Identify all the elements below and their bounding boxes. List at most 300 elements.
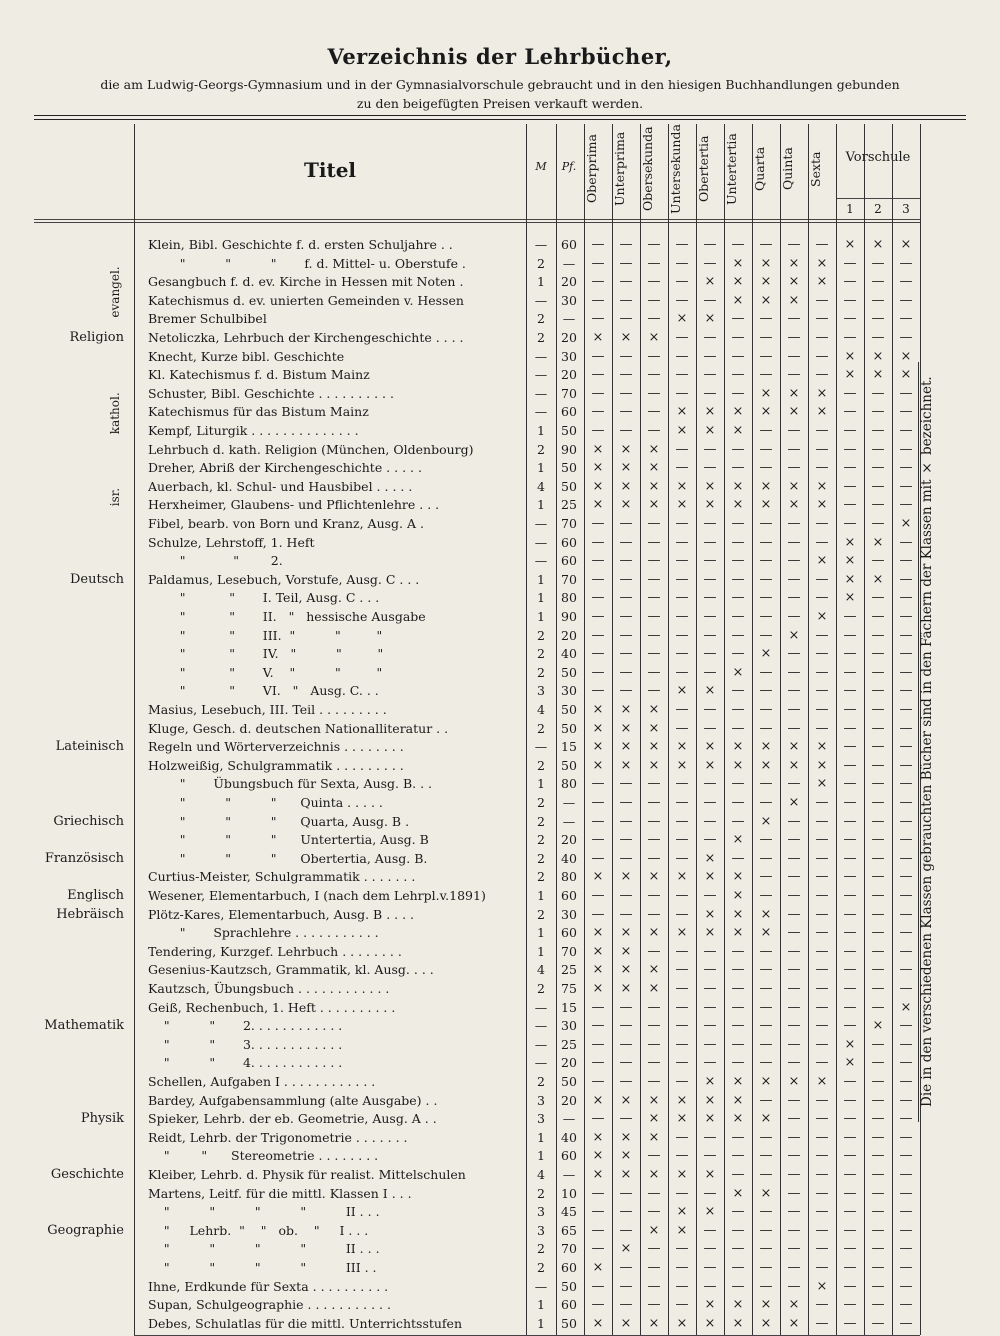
class-unused-dash: — (731, 720, 745, 736)
class-unused-dash: — (899, 702, 913, 717)
class-unused-dash: — (787, 1167, 801, 1182)
book-title: Paldamus, Lesebuch, Vorstufe, Ausg. C . . . (148, 571, 420, 587)
class-unused-dash: — (787, 1055, 801, 1071)
class-unused-dash: — (703, 255, 717, 271)
class-unused-dash: — (899, 757, 913, 773)
class-unused-dash: — (759, 460, 773, 476)
class-unused-dash: — (899, 683, 913, 699)
class-unused-dash: — (619, 1222, 633, 1238)
class-unused-dash: — (619, 404, 633, 420)
class-used-mark: × (816, 609, 828, 624)
class-unused-dash: — (899, 1185, 913, 1201)
class-used-mark: × (788, 1074, 800, 1089)
class-unused-dash: — (843, 962, 857, 978)
price-pfennig: 25 (561, 497, 577, 513)
class-unused-dash: — (619, 683, 633, 699)
class-unused-dash: — (787, 423, 801, 438)
class-unused-dash: — (619, 1036, 633, 1052)
class-unused-dash: — (787, 683, 801, 699)
table-row (0, 534, 1000, 552)
class-unused-dash: — (815, 869, 829, 885)
class-unused-dash: — (843, 720, 857, 736)
class-unused-dash: — (815, 683, 829, 699)
class-unused-dash: — (899, 1241, 913, 1257)
class-unused-dash: — (815, 962, 829, 978)
class-unused-dash: — (871, 627, 885, 643)
table-row (0, 273, 1000, 291)
table-row (0, 1315, 1000, 1333)
class-unused-dash: — (843, 943, 857, 959)
class-unused-dash: — (843, 1315, 857, 1331)
class-used-mark: × (648, 1315, 660, 1331)
class-unused-dash: — (843, 1167, 857, 1182)
class-unused-dash: — (591, 627, 605, 643)
book-title: Bardey, Aufgabensammlung (alte Ausgabe) . . (148, 1092, 438, 1108)
class-unused-dash: — (871, 683, 885, 699)
class-unused-dash: — (899, 497, 913, 513)
class-unused-dash: — (787, 702, 801, 717)
class-unused-dash: — (619, 516, 633, 531)
subtitle-line-1: die am Ludwig-Georgs-Gymnasium und in der Gymnasialvorschule gebraucht und in den hiesigen Buchhandlungen gebunden (100, 77, 900, 92)
price-mark: 2 (537, 832, 545, 848)
class-used-mark: × (620, 478, 632, 494)
class-unused-dash: — (731, 1036, 745, 1052)
price-mark: 2 (537, 1074, 545, 1089)
class-unused-dash: — (759, 1148, 773, 1164)
class-unused-dash: — (591, 1222, 605, 1238)
class-unused-dash: — (871, 1185, 885, 1201)
price-pfennig: 40 (561, 850, 577, 866)
class-unused-dash: — (871, 776, 885, 792)
class-unused-dash: — (731, 516, 745, 531)
price-mark: 1 (537, 1297, 545, 1313)
class-used-mark: × (592, 1148, 604, 1164)
class-unused-dash: — (871, 516, 885, 531)
class-unused-dash: — (759, 311, 773, 327)
class-used-mark: × (760, 1074, 772, 1089)
class-unused-dash: — (787, 906, 801, 922)
class-unused-dash: — (899, 664, 913, 680)
class-used-mark: × (592, 702, 604, 717)
price-pfennig: 60 (561, 534, 577, 550)
class-unused-dash: — (899, 441, 913, 457)
class-unused-dash: — (619, 571, 633, 587)
class-unused-dash: — (647, 627, 661, 643)
class-unused-dash: — (731, 571, 745, 587)
class-unused-dash: — (759, 609, 773, 624)
class-unused-dash: — (759, 776, 773, 792)
class-unused-dash: — (843, 739, 857, 755)
table-row (0, 1259, 1000, 1277)
class-unused-dash: — (759, 571, 773, 587)
table-row (0, 403, 1000, 421)
class-unused-dash: — (759, 590, 773, 606)
class-unused-dash: — (899, 1222, 913, 1238)
book-title: Kempf, Liturgik . . . . . . . . . . . . . . (148, 423, 359, 438)
class-unused-dash: — (815, 1055, 829, 1071)
class-used-mark: × (648, 497, 660, 513)
table-row (0, 924, 1000, 942)
class-unused-dash: — (703, 590, 717, 606)
class-unused-dash: — (871, 460, 885, 476)
class-used-mark: × (648, 981, 660, 996)
class-unused-dash: — (647, 348, 661, 364)
class-used-mark: × (648, 1167, 660, 1182)
class-unused-dash: — (675, 981, 689, 996)
book-title: Schulze, Lehrstoff, 1. Heft (148, 534, 315, 550)
price-mark: — (534, 739, 548, 755)
book-title: " " " Untertertia, Ausg. B (148, 832, 429, 848)
class-unused-dash: — (591, 795, 605, 810)
class-unused-dash: — (843, 832, 857, 848)
class-unused-dash: — (647, 795, 661, 810)
price-pfennig: 15 (561, 739, 577, 755)
class-unused-dash: — (731, 943, 745, 959)
class-used-mark: × (732, 925, 744, 941)
class-unused-dash: — (759, 1055, 773, 1071)
class-used-mark: × (704, 739, 716, 755)
table-row (0, 1185, 1000, 1203)
price-mark: — (534, 237, 548, 252)
class-unused-dash: — (787, 962, 801, 978)
class-unused-dash: — (647, 1036, 661, 1052)
class-unused-dash: — (843, 1260, 857, 1275)
price-mark: — (534, 404, 548, 420)
class-used-mark: × (620, 1092, 632, 1108)
class-unused-dash: — (787, 720, 801, 736)
book-title: " " II. " hessische Ausgabe (148, 609, 426, 624)
class-unused-dash: — (647, 237, 661, 252)
class-used-mark: × (704, 1074, 716, 1089)
class-unused-dash: — (731, 1055, 745, 1071)
class-used-mark: × (676, 1111, 688, 1127)
class-unused-dash: — (843, 423, 857, 438)
class-unused-dash: — (619, 832, 633, 848)
class-used-mark: × (620, 460, 632, 476)
class-unused-dash: — (647, 1278, 661, 1294)
class-unused-dash: — (675, 795, 689, 810)
class-header-oberprima: Oberprima (584, 134, 599, 204)
class-unused-dash: — (899, 869, 913, 885)
class-unused-dash: — (899, 255, 913, 271)
price-pfennig: 50 (561, 423, 577, 438)
class-unused-dash: — (675, 1185, 689, 1201)
price-pfennig: 50 (561, 460, 577, 476)
class-unused-dash: — (759, 423, 773, 438)
price-pfennig: 50 (561, 1074, 577, 1089)
class-unused-dash: — (871, 1092, 885, 1108)
table-row (0, 1073, 1000, 1091)
book-title: " " I. Teil, Ausg. C . . . (148, 590, 380, 606)
class-used-mark: × (704, 1315, 716, 1331)
class-unused-dash: — (787, 850, 801, 866)
class-used-mark: × (620, 497, 632, 513)
class-unused-dash: — (787, 1204, 801, 1220)
class-used-mark: × (704, 757, 716, 773)
class-unused-dash: — (843, 1204, 857, 1220)
class-unused-dash: — (871, 906, 885, 922)
class-unused-dash: — (871, 999, 885, 1015)
class-unused-dash: — (843, 813, 857, 829)
class-unused-dash: — (843, 1074, 857, 1089)
class-unused-dash: — (647, 1148, 661, 1164)
class-unused-dash: — (899, 1036, 913, 1052)
class-unused-dash: — (675, 832, 689, 848)
class-used-mark: × (760, 1111, 772, 1127)
class-unused-dash: — (591, 1036, 605, 1052)
class-unused-dash: — (731, 627, 745, 643)
class-used-mark: × (592, 1092, 604, 1108)
class-unused-dash: — (731, 1222, 745, 1238)
class-unused-dash: — (619, 1074, 633, 1089)
price-pfennig: 20 (561, 1092, 577, 1108)
class-unused-dash: — (675, 1018, 689, 1034)
class-unused-dash: — (591, 292, 605, 308)
class-unused-dash: — (703, 534, 717, 550)
class-unused-dash: — (787, 1111, 801, 1127)
price-pfennig: 90 (561, 441, 577, 457)
class-unused-dash: — (815, 1260, 829, 1275)
class-unused-dash: — (731, 1148, 745, 1164)
price-pfennig: 60 (561, 1260, 577, 1275)
price-mark: — (534, 1036, 548, 1052)
class-unused-dash: — (871, 1074, 885, 1089)
class-unused-dash: — (843, 683, 857, 699)
class-unused-dash: — (703, 571, 717, 587)
class-used-mark: × (760, 757, 772, 773)
class-used-mark: × (760, 478, 772, 494)
class-used-mark: × (788, 757, 800, 773)
class-unused-dash: — (619, 1297, 633, 1313)
class-unused-dash: — (591, 348, 605, 364)
class-unused-dash: — (759, 1222, 773, 1238)
class-used-mark: × (788, 385, 800, 401)
class-unused-dash: — (871, 1260, 885, 1275)
price-pfennig: 45 (561, 1204, 577, 1220)
class-unused-dash: — (591, 404, 605, 420)
class-used-mark: × (844, 348, 856, 364)
class-unused-dash: — (871, 850, 885, 866)
table-row (0, 255, 1000, 273)
book-title: Masius, Lesebuch, III. Teil . . . . . . . . . (148, 702, 387, 717)
class-unused-dash: — (899, 609, 913, 624)
class-unused-dash: — (731, 609, 745, 624)
class-used-mark: × (732, 1092, 744, 1108)
class-used-mark: × (760, 385, 772, 401)
price-mark: — (534, 367, 548, 383)
class-unused-dash: — (675, 255, 689, 271)
class-unused-dash: — (703, 962, 717, 978)
class-unused-dash: — (731, 311, 745, 327)
class-unused-dash: — (871, 497, 885, 513)
class-used-mark: × (704, 906, 716, 922)
class-unused-dash: — (591, 1018, 605, 1034)
class-used-mark: × (816, 274, 828, 290)
class-unused-dash: — (759, 441, 773, 457)
class-used-mark: × (732, 757, 744, 773)
class-unused-dash: — (899, 739, 913, 755)
class-used-mark: × (676, 497, 688, 513)
class-unused-dash: — (815, 1222, 829, 1238)
class-unused-dash: — (759, 1241, 773, 1257)
class-used-mark: × (648, 720, 660, 736)
class-unused-dash: — (899, 274, 913, 290)
class-used-mark: × (592, 497, 604, 513)
class-unused-dash: — (619, 664, 633, 680)
price-pfennig: — (562, 795, 576, 810)
class-unused-dash: — (843, 850, 857, 866)
class-unused-dash: — (815, 925, 829, 941)
price-mark: — (534, 292, 548, 308)
class-used-mark: × (676, 478, 688, 494)
class-used-mark: × (676, 1315, 688, 1331)
class-used-mark: × (620, 1315, 632, 1331)
class-used-mark: × (620, 1167, 632, 1182)
table-row (0, 831, 1000, 849)
class-unused-dash: — (591, 274, 605, 290)
class-unused-dash: — (815, 534, 829, 550)
class-unused-dash: — (731, 683, 745, 699)
class-used-mark: × (844, 1036, 856, 1052)
class-used-mark: × (704, 404, 716, 420)
class-unused-dash: — (843, 925, 857, 941)
class-used-mark: × (816, 1074, 828, 1089)
price-pfennig: 50 (561, 720, 577, 736)
class-unused-dash: — (815, 627, 829, 643)
price-pfennig: 90 (561, 609, 577, 624)
book-title: Schuster, Bibl. Geschichte . . . . . . . . . . (148, 385, 394, 401)
class-unused-dash: — (843, 1018, 857, 1034)
class-used-mark: × (872, 1018, 884, 1034)
table-row (0, 701, 1000, 719)
class-unused-dash: — (675, 999, 689, 1015)
class-used-mark: × (732, 906, 744, 922)
class-unused-dash: — (871, 1278, 885, 1294)
class-unused-dash: — (731, 367, 745, 383)
class-used-mark: × (816, 739, 828, 755)
class-unused-dash: — (787, 776, 801, 792)
subject-label: Geschichte (50, 1167, 124, 1182)
class-used-mark: × (648, 702, 660, 717)
class-unused-dash: — (815, 999, 829, 1015)
table-row (0, 441, 1000, 459)
class-used-mark: × (620, 330, 632, 345)
class-unused-dash: — (647, 590, 661, 606)
class-used-mark: × (592, 1260, 604, 1275)
price-pfennig: 50 (561, 664, 577, 680)
class-unused-dash: — (675, 1241, 689, 1257)
class-unused-dash: — (787, 664, 801, 680)
class-unused-dash: — (675, 1260, 689, 1275)
class-unused-dash: — (871, 311, 885, 327)
table-row (0, 980, 1000, 998)
price-pfennig: 50 (561, 757, 577, 773)
class-used-mark: × (648, 1222, 660, 1238)
class-unused-dash: — (619, 385, 633, 401)
class-unused-dash: — (731, 702, 745, 717)
table-row (0, 1240, 1000, 1258)
class-unused-dash: — (703, 516, 717, 531)
class-unused-dash: — (703, 1055, 717, 1071)
price-pfennig: — (562, 813, 576, 829)
price-pfennig: 25 (561, 1036, 577, 1052)
class-unused-dash: — (759, 1036, 773, 1052)
class-unused-dash: — (731, 460, 745, 476)
table-row (0, 664, 1000, 682)
class-unused-dash: — (899, 1148, 913, 1164)
class-unused-dash: — (703, 1036, 717, 1052)
book-title: " " " " III . . (148, 1260, 377, 1275)
table-row (0, 1222, 1000, 1240)
class-unused-dash: — (647, 1204, 661, 1220)
class-unused-dash: — (899, 850, 913, 866)
class-unused-dash: — (731, 534, 745, 550)
group-label: isr. (108, 487, 122, 506)
class-unused-dash: — (731, 646, 745, 662)
class-unused-dash: — (703, 1222, 717, 1238)
class-unused-dash: — (787, 571, 801, 587)
class-unused-dash: — (759, 348, 773, 364)
class-used-mark: × (592, 478, 604, 494)
subject-label: Lateinisch (55, 739, 124, 755)
class-unused-dash: — (815, 795, 829, 810)
class-used-mark: × (620, 757, 632, 773)
price-mark: 1 (537, 888, 545, 903)
price-pfennig: 20 (561, 832, 577, 848)
class-unused-dash: — (759, 1204, 773, 1220)
class-unused-dash: — (675, 943, 689, 959)
class-header-sexta: Sexta (808, 151, 823, 187)
class-used-mark: × (592, 981, 604, 996)
class-unused-dash: — (899, 1315, 913, 1331)
top-rule-1 (34, 115, 966, 116)
class-unused-dash: — (675, 888, 689, 903)
subject-label: Mathematik (44, 1018, 124, 1034)
price-mark: 1 (537, 1129, 545, 1145)
class-unused-dash: — (703, 813, 717, 829)
class-unused-dash: — (787, 460, 801, 476)
class-unused-dash: — (731, 962, 745, 978)
table-row (0, 608, 1000, 626)
class-unused-dash: — (703, 664, 717, 680)
price-pfennig: — (562, 255, 576, 271)
class-unused-dash: — (647, 664, 661, 680)
class-unused-dash: — (871, 423, 885, 438)
class-unused-dash: — (619, 534, 633, 550)
class-unused-dash: — (815, 590, 829, 606)
class-unused-dash: — (619, 1018, 633, 1034)
class-unused-dash: — (843, 404, 857, 420)
class-unused-dash: — (675, 776, 689, 792)
class-used-mark: × (704, 850, 716, 866)
book-title: " " 4. . . . . . . . . . . . (148, 1055, 343, 1071)
price-pfennig: 70 (561, 943, 577, 959)
class-unused-dash: — (647, 888, 661, 903)
class-unused-dash: — (759, 367, 773, 383)
price-pfennig: — (562, 1111, 576, 1127)
class-unused-dash: — (619, 627, 633, 643)
class-unused-dash: — (647, 404, 661, 420)
price-mark: 1 (537, 1148, 545, 1164)
vorschule-header: Vorschule (845, 150, 911, 165)
class-used-mark: × (872, 367, 884, 383)
class-unused-dash: — (787, 1241, 801, 1257)
class-unused-dash: — (591, 255, 605, 271)
table-row (0, 348, 1000, 366)
book-title: Schellen, Aufgaben I . . . . . . . . . . . . (148, 1074, 376, 1089)
class-unused-dash: — (759, 1278, 773, 1294)
table-row (0, 1036, 1000, 1054)
